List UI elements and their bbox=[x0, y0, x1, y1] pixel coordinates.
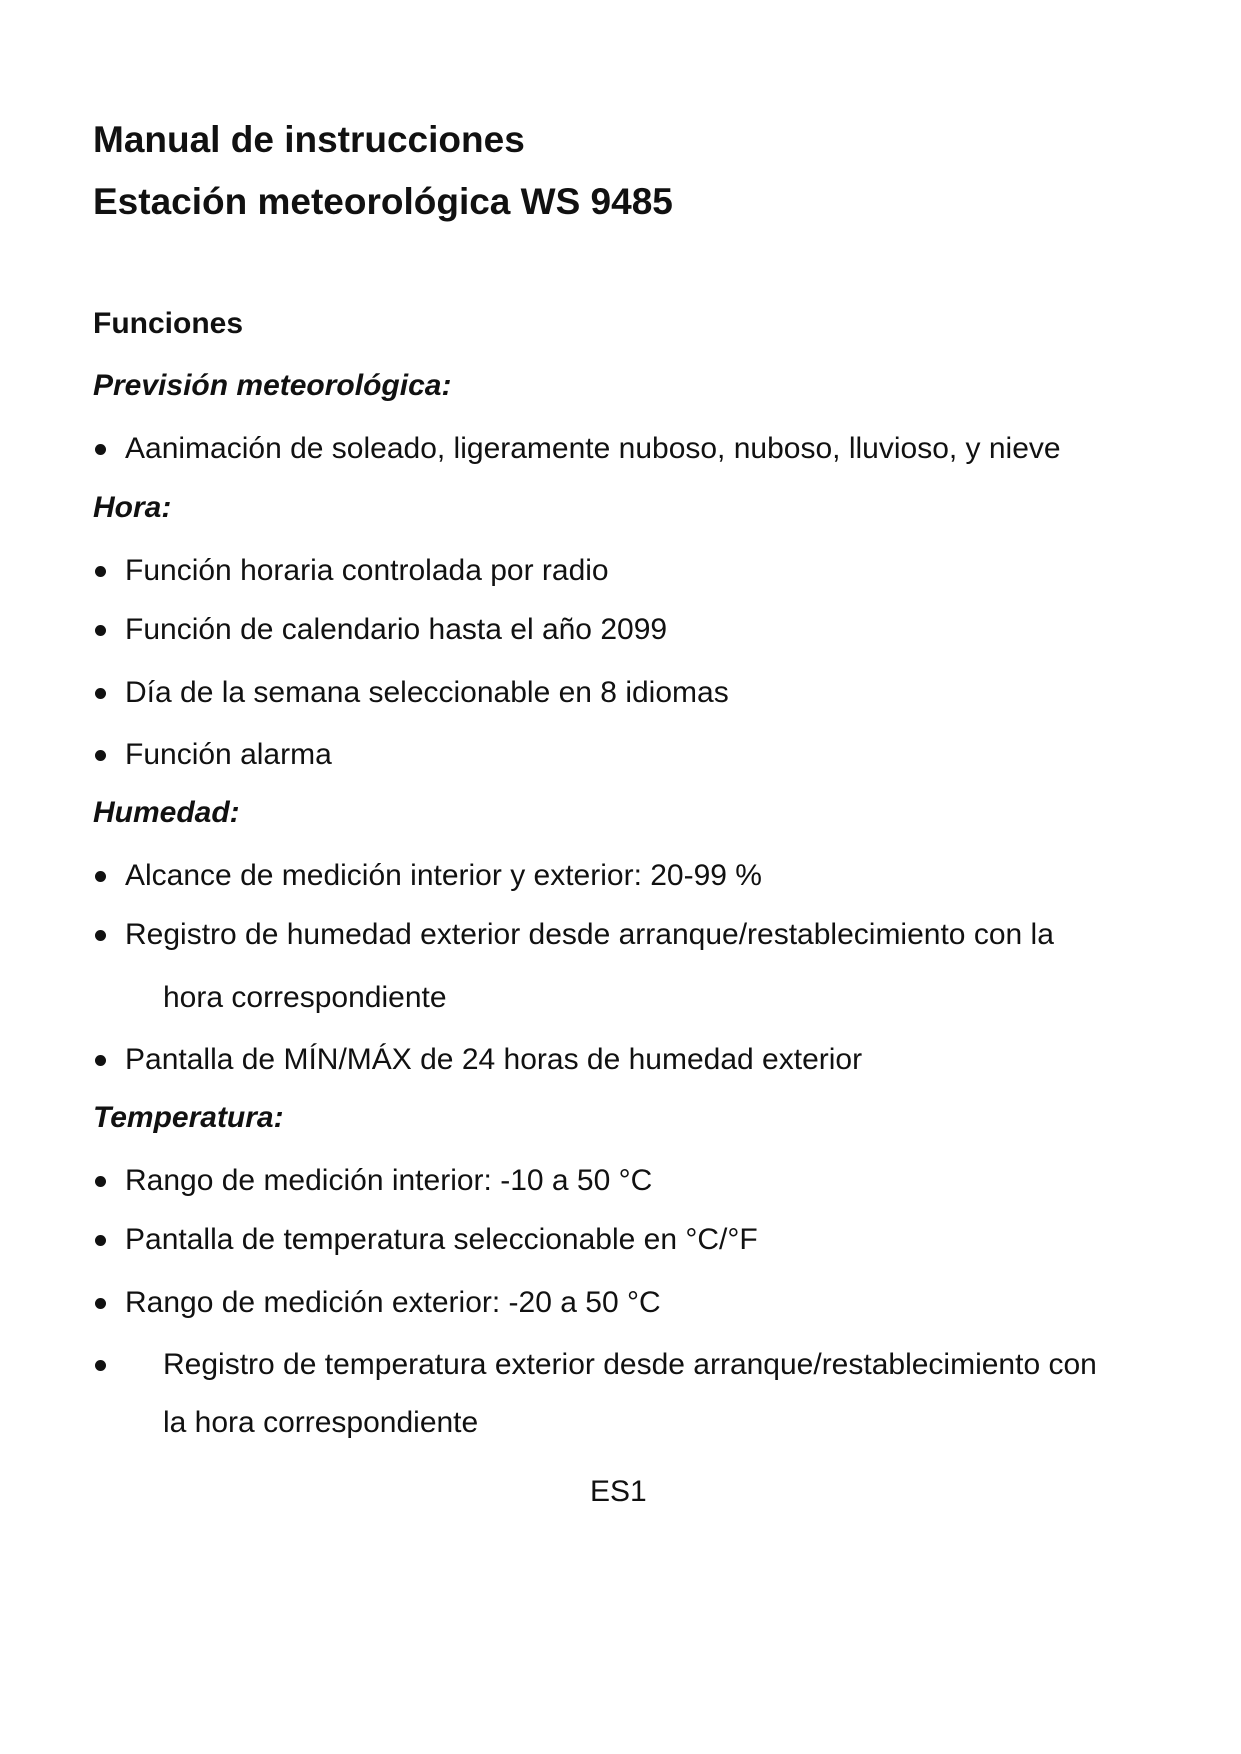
time-heading: Hora: bbox=[93, 491, 172, 524]
document-title-line-1: Manual de instrucciones bbox=[93, 119, 525, 160]
temperature-heading: Temperatura: bbox=[93, 1101, 284, 1134]
humidity-item-2-continuation: hora correspondiente bbox=[163, 981, 447, 1014]
humidity-heading: Humedad: bbox=[93, 796, 240, 829]
page-number: ES1 bbox=[590, 1475, 647, 1508]
document-page: Manual de instrucciones Estación meteorológica WS 9485 Funciones Previsión meteorológica: Aanimación de soleado, ligeramente nuboso, nuboso, lluvioso, y nieve Hora: Función horaria controlada por radio Función de calendario hasta el año 2099 Día de la semana seleccionable en 8 idiomas Función alarma Humedad: Alcance de medición interior y exterior: 20-99 % Registro de humedad exterior desde arranque/restablecimiento con la hora correspondiente Pantalla de MÍN/MÁX de 24 horas de humedad exterior Temperatura: Rango de medición interior: -10 a 50 °C Pantalla de temperatura seleccionable en °C/°F Rango de medición exterior: -20 a 50 °C Registro de temperatura exterior desde arranque/restablecimiento con la hora correspondiente ES1 bbox=[93, 119, 1097, 1508]
functions-heading: Funciones bbox=[93, 307, 244, 340]
temperature-item-4-continuation: la hora correspondiente bbox=[163, 1406, 479, 1439]
forecast-heading: Previsión meteorológica: bbox=[93, 369, 452, 402]
document-title-line-2: Estación meteorológica WS 9485 bbox=[93, 181, 673, 222]
